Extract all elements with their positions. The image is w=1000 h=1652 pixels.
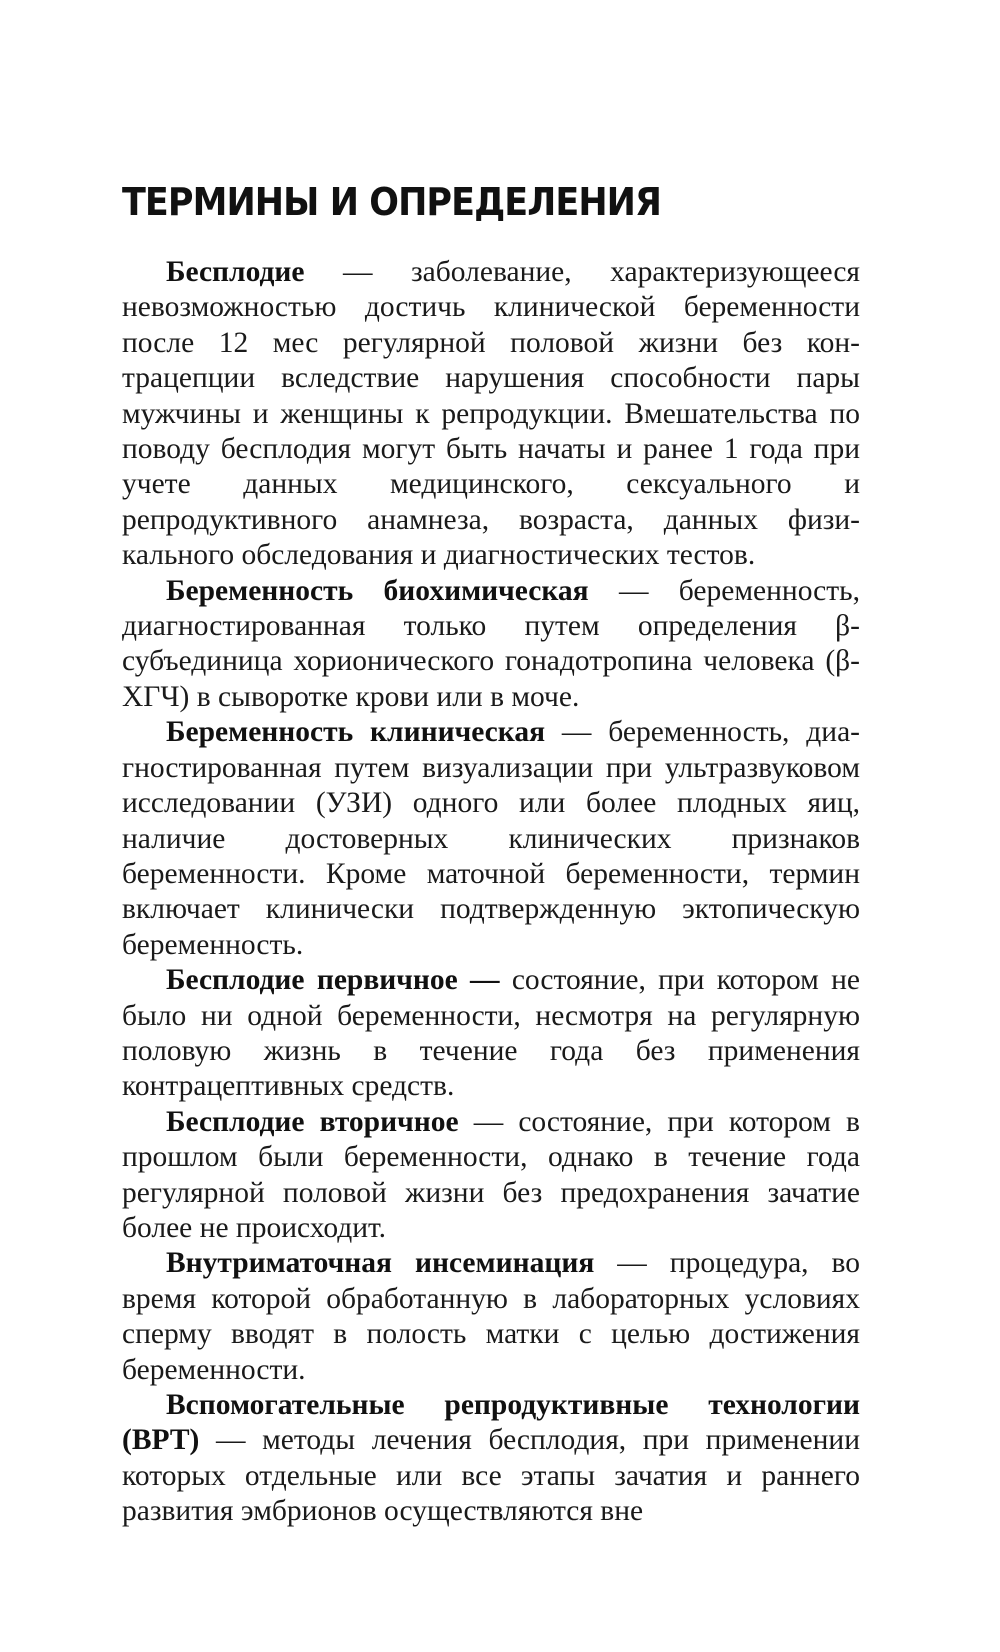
definition-separator: — [545, 716, 609, 749]
definition-separator: — [199, 1424, 263, 1457]
definition-biochemical-pregnancy [122, 574, 860, 716]
definition-term: Беременность клиническая [166, 716, 546, 749]
definition-secondary-infertility [122, 1105, 860, 1247]
definition-text: заболевание, характеризующееся невозможностью достичь клинической беременности после 12 мес регулярной половой жизни без контрацепции вследствие нарушения способности пары мужчины и женщины к репродукции. Вмешательства по поводу бесплодия могут быть начаты и ранее 1 года при учете данных медицинского, сексуального и репродуктивного анамнеза, возраста, данных физикального обследования и диагностических тестов. [122, 256, 861, 572]
definition-clinical-pregnancy [122, 715, 860, 963]
definition-primary-infertility [122, 963, 860, 1105]
definition-intrauterine-insemination [122, 1246, 860, 1388]
definition-text: беременность, диагностированная путем визуализации при ультразвуковом исследовании (УЗИ) одного или более плодных яиц, наличие достоверных клинических признаков беременности. Кроме маточной беременности, термин включает клинически подтвержденную эктопическую беременность. [122, 716, 860, 961]
definitions-list [122, 255, 860, 1530]
definition-term: Внутриматочная инсеминация [166, 1247, 595, 1280]
definition-art [122, 1388, 860, 1530]
definition-infertility [122, 255, 860, 574]
definition-term: Вспомогательные репродуктивные технологии (ВРТ) [122, 1389, 860, 1457]
definition-separator: — [304, 256, 412, 288]
definition-text: беременность, диагностированная только путем определения β-субъединица хорионического гонадотропина человека (β-ХГЧ) в сыворотке крови или в моче. [122, 574, 860, 713]
definition-text: методы лечения бесплодия, при применении которых отдельные или все этапы зачатия и раннего развития эмбрионов осуществляются вне [122, 1424, 860, 1528]
definition-separator [500, 964, 512, 996]
definition-term: Бесплодие вторичное [166, 1105, 459, 1138]
definition-term: Бесплодие первичное — [166, 964, 500, 997]
definition-text: состояние, при котором не было ни одной беременности, несмотря на регулярную половую жизнь в течение года без применения контрацептивных средств. [122, 964, 860, 1103]
definition-term: Бесплодие [166, 256, 305, 288]
definition-separator: — [458, 1105, 519, 1138]
definition-separator: — [588, 574, 679, 607]
page-title: ТЕРМИНЫ И ОПРЕДЕЛЕНИЯ [122, 180, 662, 224]
definition-text: процедура, во время которой обработанную в лабораторных условиях сперму вводят в полость матки с целью достижения беременности. [122, 1247, 860, 1386]
definition-separator: — [594, 1247, 670, 1280]
definition-term: Беременность биохимическая [166, 574, 589, 607]
definition-text: состояние, при котором в прошлом были беременности, однако в течение года регулярной половой жизни без предохранения зачатие более не происходит. [122, 1105, 860, 1244]
